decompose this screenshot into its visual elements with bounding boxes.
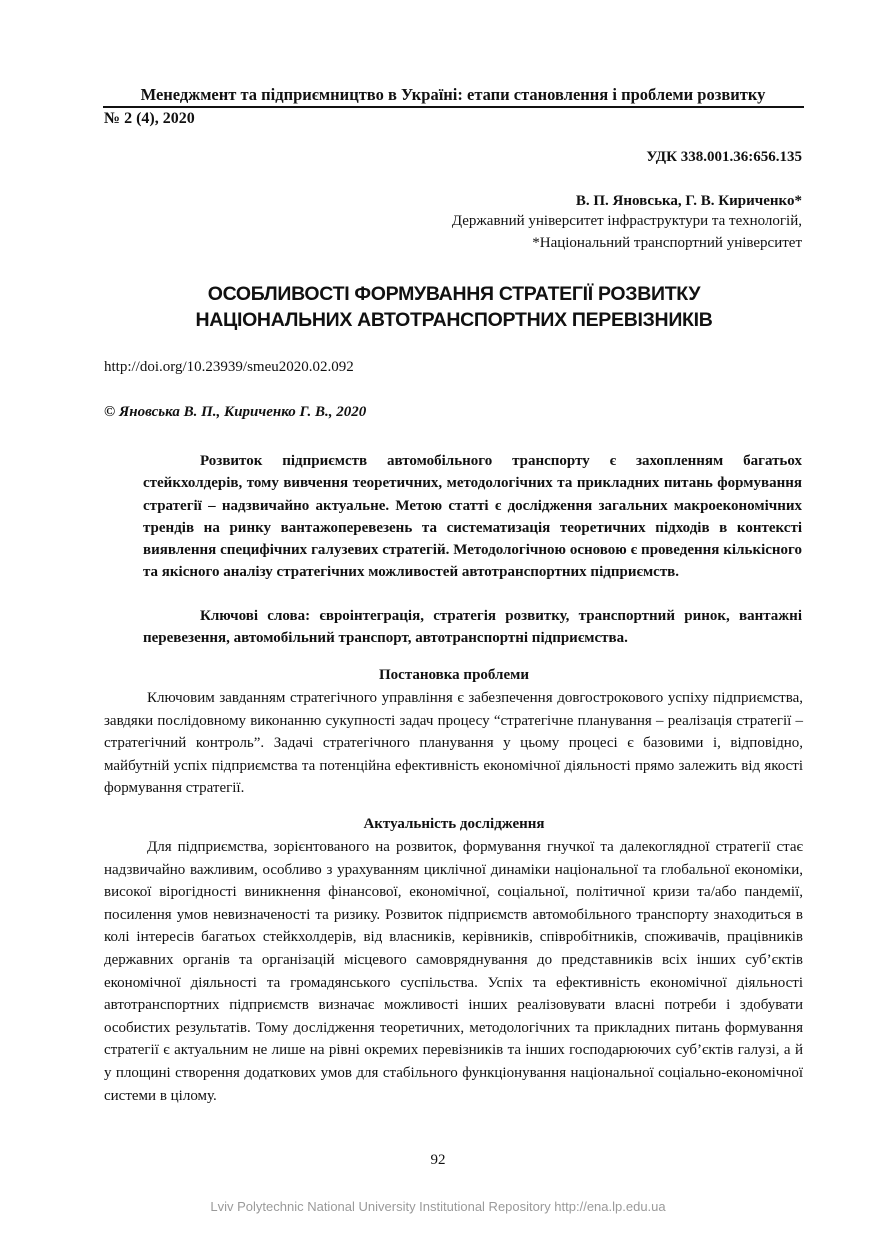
article-title-line-1: ОСОБЛИВОСТІ ФОРМУВАННЯ СТРАТЕГІЇ РОЗВИТКУ [207, 283, 701, 305]
copyright: © Яновська В. П., Кириченко Г. В., 2020 [104, 404, 367, 420]
abstract: Розвиток підприємств автомобільного транспорту є захопленням багатьох стейкхолдерів, тому вивчення теоретичних, методологічних та прикладних питань формування стратегії – надзвичайно актуальне. Метою статті є дослідження загальних макроекономічних трендів на ринку вантажоперевезень та систематизація теоретичних підходів в контексті виявлення специфічних галузевих стратегій. Методологічною основою є проведення кількісного та якісного аналізу стратегічних можливостей автотранспортних підприємств. [143, 453, 802, 581]
page-number: 92 [430, 1152, 446, 1168]
section-text-relevance: Для підприємства, зорієнтованого на розвиток, формування гнучкої та далекоглядної стратегії стає надзвичайно важливим, особливо з урахуванням циклічної динаміки національної та глобальної економіки, високої вірогідності виникнення фінансової, економічної, соціальної, політичної кризи та/або пандемії, посилення умов невизначеності та ризику. Розвиток підприємств автомобільного транспорту знаходиться в колі інтересів багатьох стейкхолдерів, від власників, керівників, співробітників, споживачів, працівників державних органів та організацій місцевого самовряднування до представників всіх інших суб’єктів економічної діяльності та громадянського суспільства. Успіх та ефективність економічної діяльності автотранспортних підприємств визначає можливості інших реалізовувати власні потреби і здобувати особистих результатів. Тому дослідження теоретичних, методологічних та прикладних питань формування стратегії є актуальним не лише на рівні окремих перевізників та інших господарюючих суб’єктів галузі, а й у площині створення додаткових умов для стабільного функціонування національної соціально-економічної системи в цілому. [104, 839, 803, 1104]
authors: В. П. Яновська, Г. В. Кириченко* [575, 193, 802, 209]
keywords: Ключові слова: євроінтеграція, стратегія розвитку, транспортний ринок, вантажні перевезення, автомобільний транспорт, автотранспортні підприємства. [143, 608, 802, 647]
section-title-problem: Постановка проблеми [379, 667, 529, 683]
affiliation-1: Державний університет інфраструктури та технологій, [451, 213, 802, 229]
repository-footer: Lviv Polytechnic National University Institutional Repository http://ena.lp.edu.ua [210, 1199, 666, 1214]
udc-code: УДК 338.001.36:656.135 [646, 149, 802, 165]
issue-number: № 2 (4), 2020 [104, 110, 195, 127]
header-rule [103, 106, 804, 108]
running-header: Менеджмент та підприємництво в Україні: етапи становлення і проблеми розвитку [140, 85, 766, 104]
doi-link[interactable]: http://doi.org/10.23939/smeu2020.02.092 [104, 359, 354, 375]
article-title-line-2: НАЦІОНАЛЬНИХ АВТОТРАНСПОРТНИХ ПЕРЕВІЗНИКІВ [195, 309, 713, 331]
affiliation-2: *Національний транспортний університет [532, 235, 802, 251]
section-title-relevance: Актуальність дослідження [363, 816, 545, 832]
section-text-problem: Ключовим завданням стратегічного управління є забезпечення довгострокового успіху підприємства, завдяки послідовному виконанню сукупності задач процесу “стратегічне планування – реалізація стратегії – стратегічний контроль”. Задачі стратегічного планування у цьому процесі є базовими і, відповідно, майбутній успіх підприємства та потенційна ефективність економічної діяльності прямо залежить від якості формування стратегії. [104, 690, 803, 797]
